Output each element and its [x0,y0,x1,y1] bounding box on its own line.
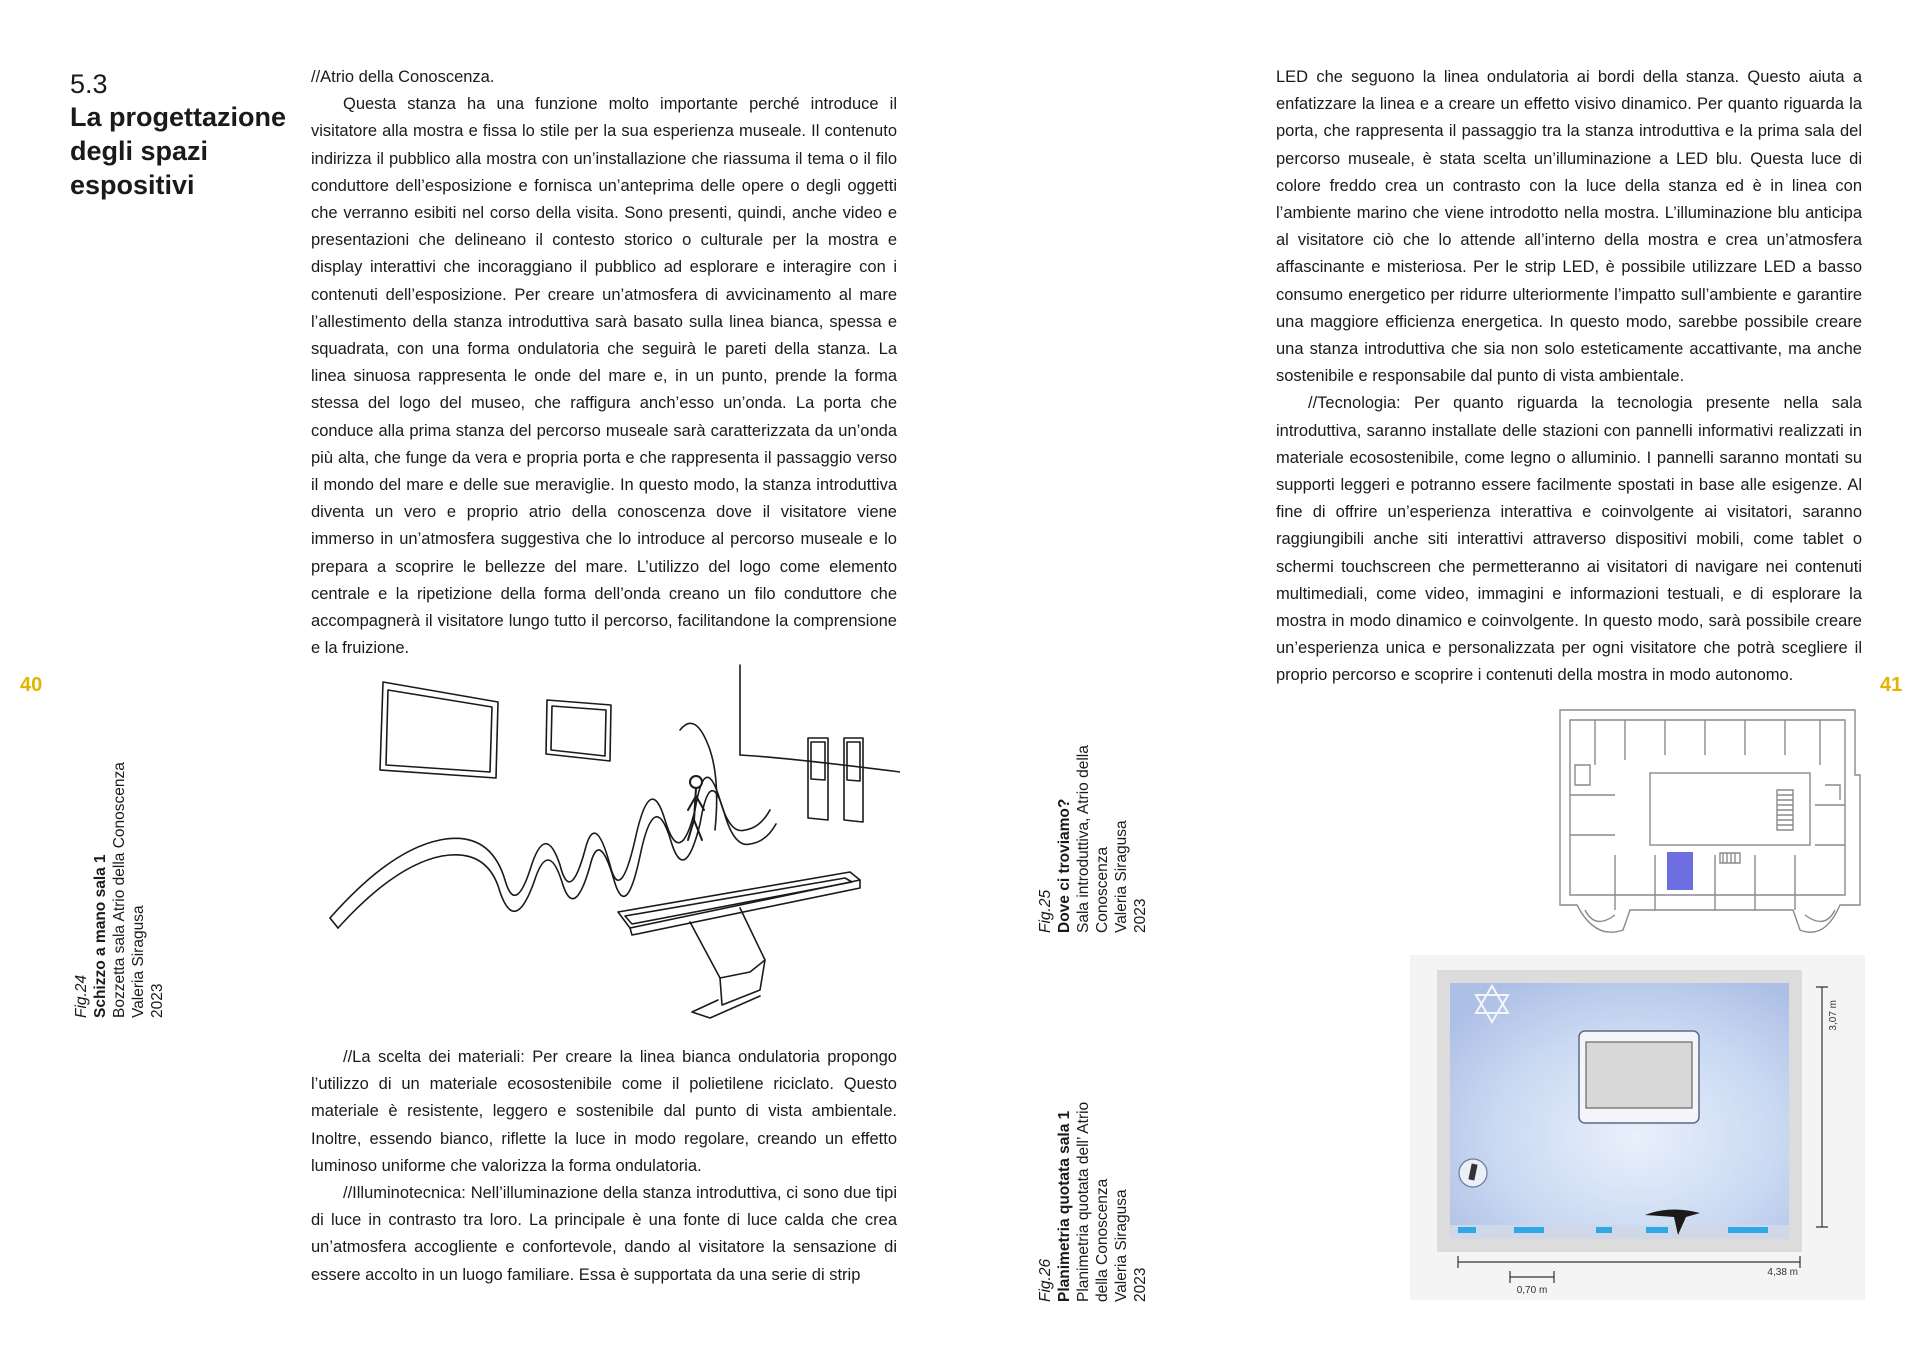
building-floor-plan [1555,705,1865,940]
figure-25-line: Conoscenza [1094,846,1111,933]
lighting-paragraph: //Illuminotecnica: Nell’illuminazione della stanza introduttiva, ci sono due tipi di luce in contrasto tra loro. La principale è una fonte di luce calda che crea un’atmosfera accogliente e confortevole, dando al visitatore la sensazione di essere accolto in un luogo familiare. Essa è supportata da una serie di strip [311,1184,897,1284]
highlighted-room [1667,852,1693,890]
figure-25-label: Fig.25 [1037,889,1054,933]
wall-screen-large [380,682,498,778]
figure-26-line: 2023 [1132,1267,1149,1302]
section-title: La progettazione degli spazi espositivi [70,102,287,200]
figure-25-caption [1036,745,1150,933]
left-text-bottom [311,1044,897,1289]
section-number: 5.3 [70,69,108,99]
info-station [1459,1159,1487,1187]
interactive-table [618,872,860,1018]
figure-25-line: Valeria Siragusa [1113,820,1130,933]
atrio-heading: //Atrio della Conoscenza. [311,68,495,86]
dimensioned-room-plan [1410,955,1865,1300]
figure-24-line: Bozzetta sala Atrio della Conoscenza [111,762,128,1018]
materials-paragraph: //La scelta dei materiali: Per creare la linea bianca ondulatoria propongo l’utilizzo di un materiale ecosostenibile come il polietilene riciclato. Questo materiale è resistente, leggero e sostenibile dal punto di vista ambientale. Inoltre, essendo bianco, riflette la luce in modo regolare, creando un effetto luminoso uniforme che valorizza la forma ondulatoria. [311,1048,897,1175]
figure-24-caption [72,762,167,1018]
led-paragraph: LED che seguono la linea ondulatoria ai bordi della stanza. Questo aiuta a enfatizzare la linea e a creare un effetto visivo dinamico. Per quanto riguarda la porta, che rappresenta il passaggio tra la stanza introduttiva e la prima sala del percorso museale, è stata scelta un’illuminazione a LED blu. Questa luce di colore freddo crea un contrasto con la luce della stanza ed è in linea con l’ambiente marino che viene introdotto nella mostra. L’illuminazione blu anticipa al visitatore ciò che lo attende all’interno della mostra e crea un’atmosfera affascinante e misteriosa. Per le strip LED, è possibile utilizzare LED a basso consumo energetico per ridurre ulteriormente l’impatto sull’ambiente e garantire una maggiore efficienza energetica. In questo modo, sarebbe possibile creare una stanza introduttiva che sia non solo esteticamente accattivante, ma anche sostenibile e responsabile dal punto di vista ambientale. [1276,68,1862,386]
building-outline [1560,710,1860,932]
width-dimension-label: 4,38 m [1767,1267,1798,1278]
figure-24-label: Fig.24 [73,974,90,1018]
figure-24-line: Valeria Siragusa [130,905,147,1018]
figure-26-line: Planimetria quotata dell’ Atrio [1075,1101,1092,1302]
figure-25-line: 2023 [1132,898,1149,933]
totem-left [808,738,828,820]
wall-screen-small [546,700,611,761]
height-dimension-label: 3,07 m [1828,1000,1839,1031]
figure-24-line: 2023 [149,983,166,1018]
figure-26-line: della Conoscenza [1094,1178,1111,1302]
page-number-left: 40 [20,674,43,696]
scale-dimension-label: 0,70 m [1516,1285,1548,1296]
page-number-right: 41 [1880,674,1903,696]
right-text [1276,64,1862,690]
totem-right [844,738,863,822]
figure-26-caption [1036,1102,1150,1302]
sketch-figure [320,660,900,1025]
courtyard [1650,773,1810,845]
figure-26-label: Fig.26 [1037,1258,1054,1302]
figure-25-title: Dove ci troviamo? [1056,798,1073,933]
figure-26-title: Planimetria quotata sala 1 [1056,1110,1073,1302]
atrio-paragraph: Questa stanza ha una funzione molto importante perché introduce il visitatore alla mostra e fissa lo stile per la sua esperienza museale. Il contenuto indirizza il pubblico alla mostra con un’installazione che riassuma il tema o il filo conduttore dell’esposizione e fornisca un’anteprima delle opere o degli oggetti che verranno esibiti nel corso della visita. Sono presenti, quindi, anche video e presentazioni che delineano il contesto storico o culturale per la mostra e display interattivi che incoraggiano il pubblico ad esplorare e interagire con i contenuti dell’esposizione. Per creare un’atmosfera di avvicinamento al mare l’allestimento della stanza introduttiva sarà basato sulla linea bianca, spessa e squadrata, con una forma ondulatoria che seguirà le pareti della stanza. La linea sinuosa rappresenta le onde del mare e, in un punto, prende la forma stessa del logo del museo, che raffigura anch’esso un’onda. La porta che conduce alla prima stanza del percorso museale sarà caratterizzata da un’onda più alta, che funge da vera e propria porta e che rappresenta il passaggio verso il mondo del mare e delle sue meraviglie. In questo modo, la stanza introduttiva diventa un vero e proprio atrio della conoscenza dove il visitatore viene immerso in un’atmosfera suggestiva che lo introduce al percorso museale e lo prepara a scoprire le bellezze del mare. L’utilizzo del logo come elemento centrale e la ripetizione della forma dell’onda creano un filo conduttore che accompagnerà il visitatore lungo tutto il percorso, facilitandone la comprensione e la fruizione. [311,95,897,658]
figure-24-title: Schizzo a mano sala 1 [92,854,109,1018]
wall-screen [1579,1031,1699,1123]
figure-25-line: Sala introduttiva, Atrio della [1075,745,1092,933]
floor-line [740,755,900,772]
figure-26-line: Valeria Siragusa [1113,1189,1130,1302]
technology-paragraph: //Tecnologia: Per quanto riguarda la tecnologia presente nella sala introduttiva, saranno installate delle stazioni con pannelli informativi realizzati in materiale ecosostenibile, come legno o alluminio. I pannelli saranno montati su supporti leggeri e potranno essere facilmente spostati in base alle esigenze. Al fine di offrire un’esperienza interattiva e coinvolgente ai visitatori, saranno raggiungibili anche siti interattivi attraverso dispositivi mobili, come tablet o schermi touchscreen che permetteranno ai visitatori di navigare nei contenuti multimediali, come video, immagini e informazioni testuali, e di esplorare la mostra in modo dinamico e coinvolgente. In questo modo, sarà possibile creare un’esperienza unica e personalizzata per ogni visitatore che potrà scegliere il proprio percorso e scoprire i contenuti della mostra in modo autonomo. [1276,394,1862,685]
left-text-top [311,64,897,662]
